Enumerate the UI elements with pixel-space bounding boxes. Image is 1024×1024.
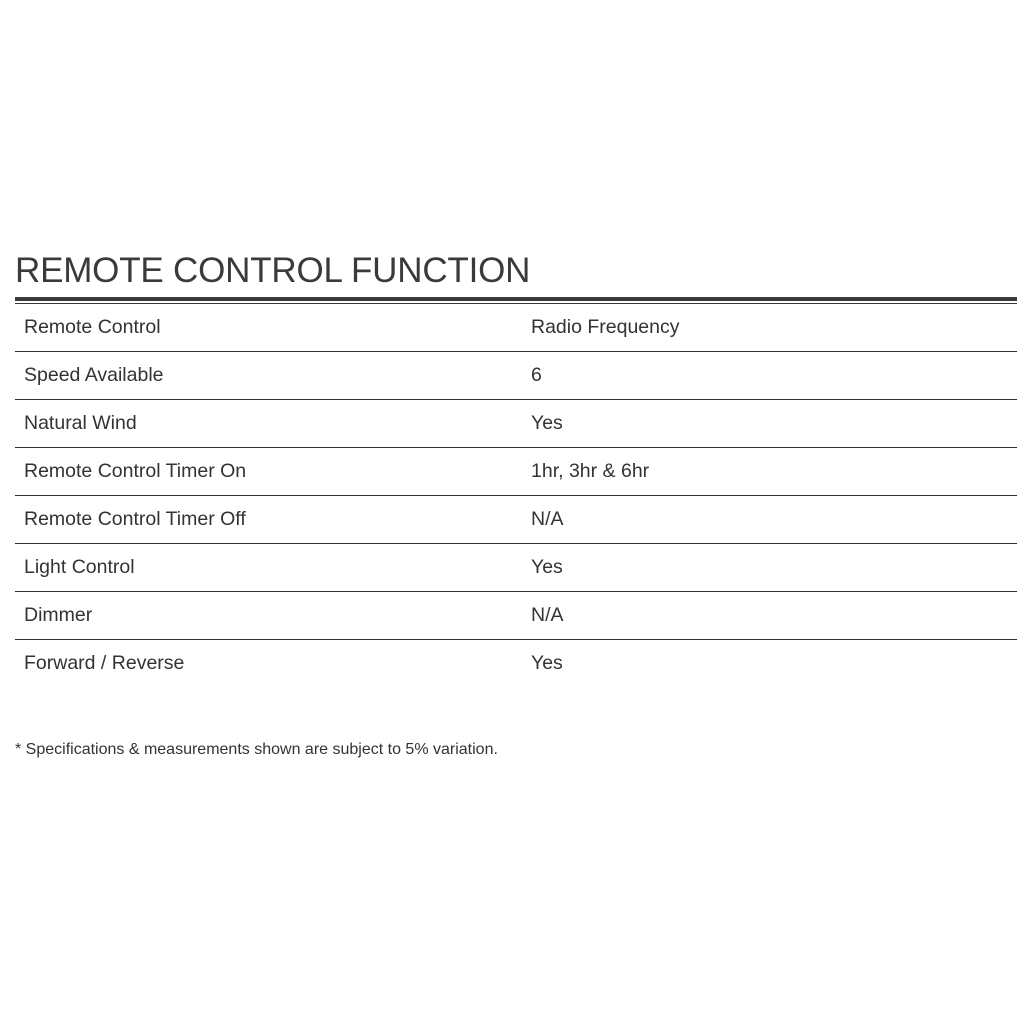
spec-value: Radio Frequency <box>522 304 1017 352</box>
spec-value: 6 <box>522 352 1017 400</box>
table-row <box>15 592 1017 640</box>
table-row <box>15 304 1017 352</box>
spec-label: Light Control <box>15 544 522 592</box>
spec-value: N/A <box>522 592 1017 640</box>
spec-value: 1hr, 3hr & 6hr <box>522 448 1017 496</box>
spec-label: Remote Control Timer Off <box>15 496 522 544</box>
spec-label: Natural Wind <box>15 400 522 448</box>
spec-label: Remote Control Timer On <box>15 448 522 496</box>
table-row <box>15 448 1017 496</box>
spec-label: Speed Available <box>15 352 522 400</box>
table-row <box>15 400 1017 448</box>
section-title: REMOTE CONTROL FUNCTION <box>15 251 531 290</box>
table-row <box>15 544 1017 592</box>
spec-label: Forward / Reverse <box>24 652 185 674</box>
table-row <box>15 496 1017 544</box>
spec-table <box>15 304 1017 687</box>
spec-label: Dimmer <box>15 592 522 640</box>
remote-control-spec-section <box>15 248 1017 687</box>
table-row <box>15 640 1017 688</box>
spec-label: Remote Control <box>15 304 522 352</box>
spec-value: Yes <box>531 652 563 674</box>
title-divider-thick <box>15 297 1017 301</box>
table-row <box>15 352 1017 400</box>
spec-value: N/A <box>522 496 1017 544</box>
spec-value: Yes <box>522 544 1017 592</box>
specification-footnote: * Specifications & measurements shown are subject to 5% variation. <box>15 741 498 758</box>
spec-value: Yes <box>522 400 1017 448</box>
